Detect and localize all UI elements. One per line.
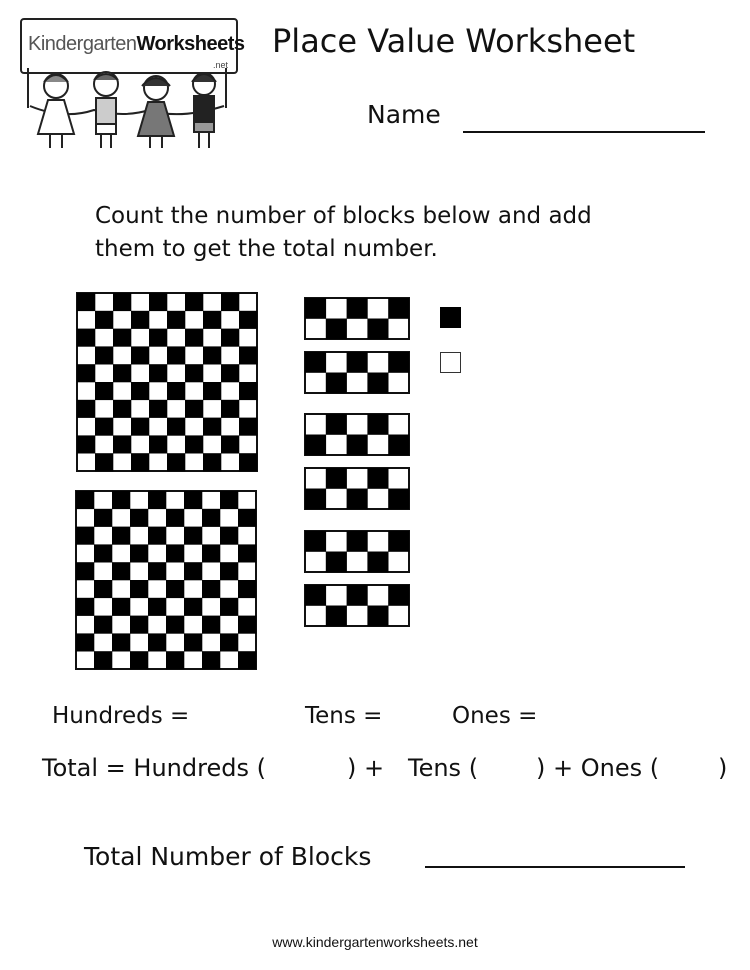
unit-cell (347, 585, 368, 606)
instructions-line-2: them to get the total number. (95, 236, 438, 262)
close-final: ) (718, 754, 728, 782)
unit-cell (131, 311, 149, 329)
unit-cell (77, 329, 95, 347)
unit-cell (148, 527, 166, 545)
kid-4 (192, 73, 216, 148)
unit-cell (95, 311, 113, 329)
unit-cell (77, 435, 95, 453)
site-logo (16, 12, 245, 152)
unit-cell (131, 418, 149, 436)
unit-cell (149, 400, 167, 418)
unit-cell (367, 552, 388, 573)
unit-cell (112, 527, 130, 545)
unit-cell (166, 651, 184, 669)
unit-cell (305, 298, 326, 319)
unit-cell (221, 329, 239, 347)
unit-cell (185, 364, 203, 382)
unit-cell (305, 352, 326, 373)
instructions-line-1: Count the number of blocks below and add (95, 203, 592, 229)
unit-cell (202, 616, 220, 634)
logo-word-worksheets: Worksheets (136, 33, 245, 55)
unit-cell (326, 468, 347, 489)
unit-cell (130, 509, 148, 527)
tens-block-4 (304, 467, 410, 510)
unit-cell (76, 562, 94, 580)
unit-cell (202, 651, 220, 669)
tens-block-1 (304, 297, 410, 340)
unit-cell (367, 468, 388, 489)
close-plus-ones-open: ) + Ones ( (536, 754, 660, 782)
unit-cell (239, 418, 257, 436)
unit-cell (367, 319, 388, 340)
ones-block-empty (440, 352, 461, 373)
unit-cell (130, 651, 148, 669)
unit-cell (94, 509, 112, 527)
unit-cell (203, 311, 221, 329)
unit-cell (388, 298, 409, 319)
logo-wordmark (28, 33, 245, 56)
unit-cell (130, 580, 148, 598)
unit-cell (95, 418, 113, 436)
unit-cell (113, 329, 131, 347)
unit-cell (166, 580, 184, 598)
unit-cell (76, 598, 94, 616)
unit-cell (112, 491, 130, 509)
unit-cell (367, 414, 388, 435)
unit-cell (388, 585, 409, 606)
unit-cell (95, 453, 113, 471)
unit-cell (113, 435, 131, 453)
unit-cell (77, 364, 95, 382)
kid-2 (94, 72, 118, 148)
unit-cell (184, 491, 202, 509)
unit-cell (239, 382, 257, 400)
unit-cell (347, 435, 368, 456)
tens-block-5 (304, 530, 410, 573)
unit-cell (112, 598, 130, 616)
unit-cell (167, 382, 185, 400)
unit-cell (184, 562, 202, 580)
unit-cell (167, 418, 185, 436)
close-plus-1: ) + (347, 754, 385, 782)
unit-cell (131, 382, 149, 400)
unit-cell (347, 298, 368, 319)
unit-cell (238, 580, 256, 598)
unit-cell (77, 293, 95, 311)
unit-cell (95, 346, 113, 364)
unit-cell (326, 319, 347, 340)
footer-url: www.kindergartenworksheets.net (272, 934, 478, 950)
unit-cell (202, 544, 220, 562)
unit-cell (388, 435, 409, 456)
unit-cell (220, 633, 238, 651)
tens-equation-label: Tens = (305, 703, 383, 729)
unit-cell (367, 373, 388, 394)
unit-cell (112, 633, 130, 651)
unit-cell (113, 364, 131, 382)
unit-cell (238, 651, 256, 669)
unit-cell (305, 531, 326, 552)
unit-cell (220, 527, 238, 545)
unit-cell (185, 293, 203, 311)
unit-cell (76, 527, 94, 545)
unit-cell (202, 509, 220, 527)
unit-cell (94, 616, 112, 634)
unit-cell (239, 346, 257, 364)
unit-cell (166, 544, 184, 562)
unit-cell (305, 435, 326, 456)
unit-cell (221, 400, 239, 418)
tens-block-3 (304, 413, 410, 456)
unit-cell (185, 435, 203, 453)
unit-cell (221, 293, 239, 311)
unit-cell (167, 453, 185, 471)
unit-cell (388, 489, 409, 510)
total-blocks-answer-line[interactable] (425, 866, 685, 868)
unit-cell (347, 531, 368, 552)
unit-cell (220, 562, 238, 580)
tens-block-6 (304, 584, 410, 627)
unit-cell (166, 509, 184, 527)
unit-cell (388, 352, 409, 373)
unit-cell (131, 453, 149, 471)
children-illustration (24, 68, 230, 152)
unit-cell (305, 489, 326, 510)
logo-tld: .net (212, 60, 228, 70)
tens-open: Tens ( (408, 754, 479, 782)
name-input-line[interactable] (463, 131, 705, 133)
unit-cell (185, 400, 203, 418)
unit-cell (221, 364, 239, 382)
unit-cell (184, 527, 202, 545)
instructions (95, 200, 695, 266)
unit-cell (203, 346, 221, 364)
ones-equation-label: Ones = (452, 703, 538, 729)
unit-cell (221, 435, 239, 453)
unit-cell (220, 598, 238, 616)
unit-cell (94, 580, 112, 598)
unit-cell (184, 633, 202, 651)
unit-cell (148, 491, 166, 509)
unit-cell (130, 616, 148, 634)
unit-cell (148, 598, 166, 616)
unit-cell (94, 544, 112, 562)
unit-cell (149, 364, 167, 382)
unit-cell (347, 352, 368, 373)
unit-cell (76, 491, 94, 509)
unit-cell (202, 580, 220, 598)
unit-cell (76, 633, 94, 651)
logo-word-kindergarten: Kindergarten (28, 33, 137, 55)
unit-cell (326, 552, 347, 573)
unit-cell (112, 562, 130, 580)
hundreds-equation-label: Hundreds = (52, 703, 190, 729)
unit-cell (113, 400, 131, 418)
unit-cell (203, 453, 221, 471)
name-label: Name (367, 100, 441, 129)
unit-cell (347, 489, 368, 510)
unit-cell (148, 633, 166, 651)
unit-cell (94, 651, 112, 669)
hundreds-block-1 (76, 292, 258, 472)
unit-cell (203, 382, 221, 400)
unit-cell (166, 616, 184, 634)
unit-cell (131, 346, 149, 364)
unit-cell (238, 544, 256, 562)
unit-cell (305, 585, 326, 606)
unit-cell (239, 453, 257, 471)
unit-cell (326, 606, 347, 627)
unit-cell (167, 311, 185, 329)
unit-cell (130, 544, 148, 562)
unit-cell (220, 491, 238, 509)
unit-cell (149, 435, 167, 453)
hundreds-block-2 (75, 490, 257, 670)
unit-cell (238, 509, 256, 527)
tens-block-2 (304, 351, 410, 394)
unit-cell (77, 400, 95, 418)
unit-cell (239, 311, 257, 329)
unit-cell (326, 373, 347, 394)
unit-cell (167, 346, 185, 364)
logo-banner (20, 18, 245, 74)
unit-cell (367, 606, 388, 627)
ones-block-filled (440, 307, 461, 328)
unit-cell (95, 382, 113, 400)
unit-cell (184, 598, 202, 616)
unit-cell (388, 531, 409, 552)
unit-cell (326, 414, 347, 435)
unit-cell (148, 562, 166, 580)
unit-cell (149, 293, 167, 311)
unit-cell (203, 418, 221, 436)
unit-cell (113, 293, 131, 311)
unit-cell (238, 616, 256, 634)
worksheet-title: Place Value Worksheet (272, 22, 636, 60)
unit-cell (185, 329, 203, 347)
total-blocks-label: Total Number of Blocks (84, 842, 372, 871)
unit-cell (149, 329, 167, 347)
total-prefix: Total = Hundreds ( (42, 754, 266, 782)
